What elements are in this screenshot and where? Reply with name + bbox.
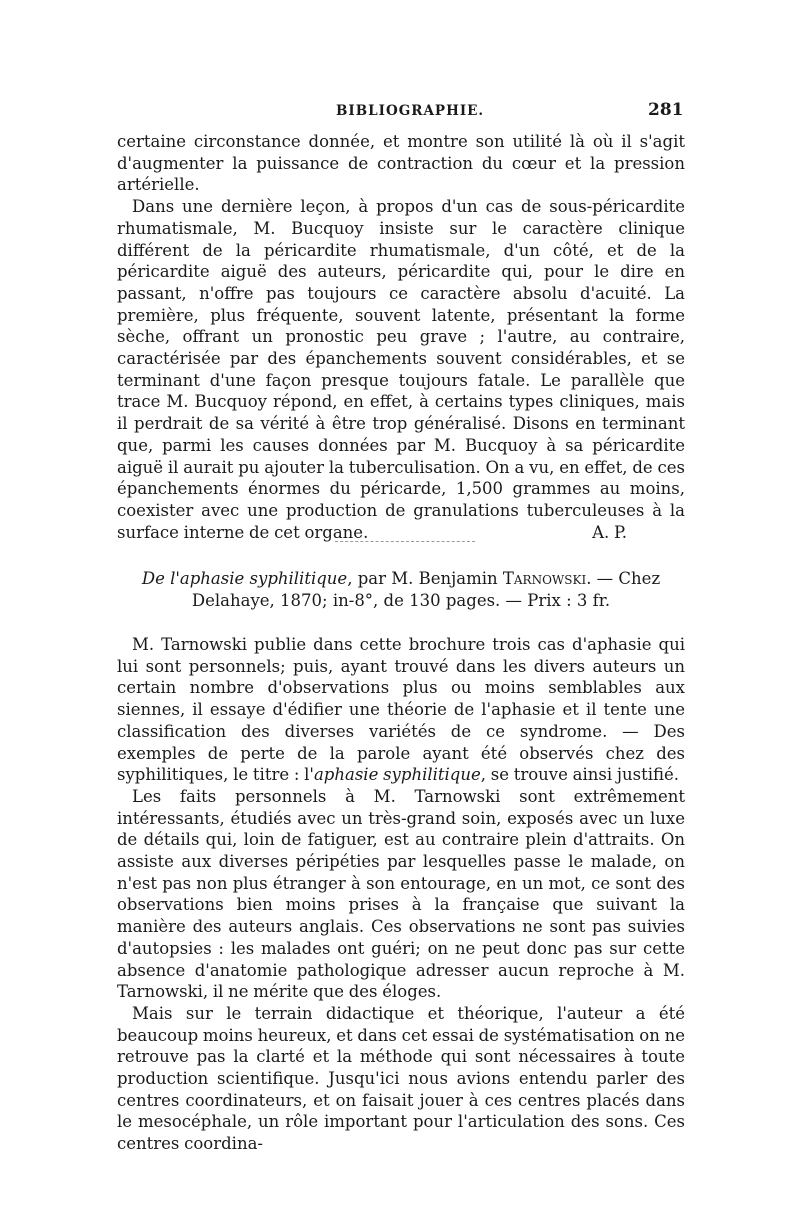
review-paragraph-2: Les faits personnels à M. Tarnowski sont extrêmement intéressants, étudiés avec un très-grand soin, exposés avec un luxe de détails qui, loin de fatiguer, est au contraire plein d'attraits. On assiste aux diverses péripéties par lesquelles passe le malade, on n'est pas non plus étranger à son entourage, en un mot, ce sont des observations bien moins prises à la française que suivant la manière des auteurs anglais. Ces observations ne sont pas suivies d'autopsies : les malades ont guéri; on ne peut donc pas sur cette absence d'anatomie pathologique adresser aucun reproche à M. Tarnowski, il ne mérite que des éloges.: [117, 786, 685, 1002]
review-emphasis: aphasie syphilitique: [313, 765, 481, 785]
citation-publisher: . — Chez Delahaye, 1870; in-8°, de 130 pages. — Prix : 3 fr.: [191, 569, 661, 610]
continued-review: [117, 131, 685, 543]
citation-author: Tarnowski: [502, 569, 587, 588]
review-paragraph-3: Mais sur le terrain didactique et théorique, l'auteur a été beaucoup moins heureux, et dans cet essai de systématisation on ne retrouve pas la clarté et la méthode qui sont nécessaires à toute production scientifique. Jusqu'ici nous avions entendu parler des centres coordinateurs, et on faisait jouer à ces centres placés dans le mesocéphale, un rôle important pour l'articulation des sons. Ces centres coordina-: [117, 1003, 685, 1154]
paragraph-bucquoy: [117, 196, 685, 543]
page-number: 281: [648, 100, 684, 120]
review-body: [117, 634, 685, 1155]
citation-by: , par M. Benjamin: [347, 569, 503, 588]
author-signature: A. P.: [592, 522, 627, 542]
paragraph-continuation: certaine circonstance donnée, et montre son utilité là où il s'agit d'augmenter la puissance de contraction du cœur et la pression artérielle.: [117, 132, 685, 195]
review-paragraph-1-text: M. Tarnowski publie dans cette brochure trois cas d'aphasie qui lui sont personnels; puis, ayant trouvé dans les divers auteurs un certain nombre d'observations plus ou moins semblables aux siennes, il essaye d'édifier une théorie de l'aphasie et il tente une classification des diverses variétés de ce syndrome. — Des exemples de perte de la parole ayant été observés chez des syphilitiques, le titre : l': [117, 635, 685, 785]
paragraph-bucquoy-text: Dans une dernière leçon, à propos d'un cas de sous-péricardite rhumatismale, M. Bucquoy insiste sur le caractère clinique différent de la péricardite rhumatismale, d'un côté, et de la péricardite aiguë des auteurs, péricardite qui, pour le dire en passant, n'offre pas toujours ce caractère absolu d'acuité. La première, plus fréquente, souvent latente, présentant la forme sèche, offrant un pronostic peu grave ; l'autre, au contraire, caractérisée par des épanchements souvent considérables, et se terminant d'une façon presque toujours fatale. Le parallèle que trace M. Bucquoy répond, en effet, à certains types cliniques, mais il perdrait de sa vérité à être trop généralisé. Disons en terminant que, parmi les causes données par M. Bucquoy à sa péricardite aiguë il aurait pu ajouter la tuberculisation. On a vu, en effet, de ces épanchements énormes du péricarde, 1,500 grammes au moins, coexister avec une production de granulations tuberculeuses à la surface interne de cet organe.: [117, 197, 685, 542]
book-citation: [117, 568, 685, 611]
review-paragraph-1: [117, 634, 685, 786]
review-paragraph-1-end: , se trouve ainsi justifié.: [480, 765, 680, 785]
running-head: BIBLIOGRAPHIE.: [336, 103, 485, 119]
section-divider: [335, 541, 475, 542]
book-title: De l'aphasie syphilitique: [141, 569, 348, 588]
